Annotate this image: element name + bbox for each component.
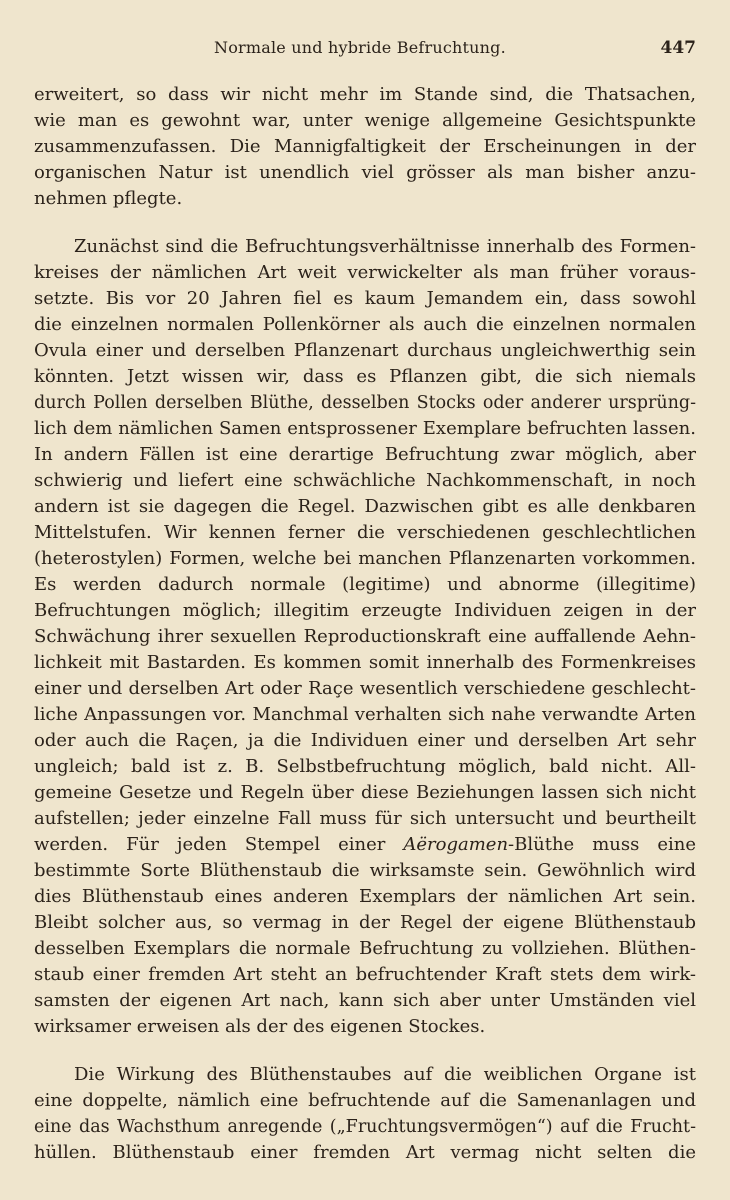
page-header: [34, 38, 696, 66]
paragraph-gap: [34, 212, 696, 234]
text-line: wie man es gewohnt war, unter wenige allgemeine Gesichtspunkte: [34, 110, 696, 131]
text-line: die einzelnen normalen Pollenkörner als auch die einzelnen normalen: [34, 314, 696, 335]
text-line: kreises der nämlichen Art weit verwickelter als man früher voraus-: [34, 262, 696, 283]
text-line: Ovula einer und derselben Pflanzenart durchaus ungleichwerthig sein: [34, 340, 696, 361]
paragraph-gap: [34, 1040, 696, 1062]
text-line: gemeine Gesetze und Regeln über diese Beziehungen lassen sich nicht: [34, 782, 696, 803]
text-line: einer und derselben Art oder Raçe wesentlich verschiedene geschlecht-: [34, 678, 696, 699]
text-line: werden. Für jeden Stempel einer Aërogamen-Blüthe muss eine: [34, 834, 696, 855]
text-line: Zunächst sind die Befruchtungsverhältnisse innerhalb des Formen-: [74, 236, 696, 257]
text-line: nehmen pflegte.: [34, 188, 183, 209]
body-text: [34, 82, 696, 1166]
text-line: In andern Fällen ist eine derartige Befruchtung zwar möglich, aber: [34, 444, 696, 465]
text-line: lich dem nämlichen Samen entsprossener Exemplare befruchten lassen.: [34, 418, 696, 439]
text-line: lichkeit mit Bastarden. Es kommen somit innerhalb des Formenkreises: [34, 652, 696, 673]
paragraph-2: [34, 234, 696, 1040]
text-line: samsten der eigenen Art nach, kann sich aber unter Umständen viel: [34, 990, 696, 1011]
text-line: Bleibt solcher aus, so vermag in der Regel der eigene Blüthenstaub: [34, 912, 696, 933]
text-line: setzte. Bis vor 20 Jahren fiel es kaum Jemandem ein, dass sowohl: [34, 288, 696, 309]
text-line: Befruchtungen möglich; illegitim erzeugte Individuen zeigen in der: [34, 600, 696, 621]
text-line: staub einer fremden Art steht an befruchtender Kraft stets dem wirk-: [34, 964, 696, 985]
text-line: liche Anpassungen vor. Manchmal verhalten sich nahe verwandte Arten: [34, 704, 696, 725]
text-line: eine doppelte, nämlich eine befruchtende auf die Samenanlagen und: [34, 1090, 696, 1111]
text-line: (heterostylen) Formen, welche bei manchen Pflanzenarten vorkommen.: [34, 548, 696, 569]
italic-term: Aërogamen: [403, 834, 509, 855]
text-line: aufstellen; jeder einzelne Fall muss für sich untersucht und beurtheilt: [34, 808, 696, 829]
text-line: Mittelstufen. Wir kennen ferner die verschiedenen geschlechtlichen: [34, 522, 696, 543]
text-line: eine das Wachsthum anregende („Fruchtungsvermögen“) auf die Frucht-: [34, 1117, 696, 1137]
paragraph-1: [34, 82, 696, 212]
text-line: Es werden dadurch normale (legitime) und abnorme (illegitime): [34, 574, 696, 595]
text-line: oder auch die Raçen, ja die Individuen einer und derselben Art sehr: [34, 730, 696, 751]
text-line: Schwächung ihrer sexuellen Reproductionskraft eine auffallende Aehn-: [34, 626, 696, 647]
text-line: hüllen. Blüthenstaub einer fremden Art vermag nicht selten die: [34, 1142, 696, 1163]
text-line: zusammenzufassen. Die Mannigfaltigkeit der Erscheinungen in der: [34, 136, 696, 157]
page-number: 447: [660, 38, 696, 58]
text-line: desselben Exemplars die normale Befruchtung zu vollziehen. Blüthen-: [34, 938, 696, 959]
text-line: andern ist sie dagegen die Regel. Dazwischen gibt es alle denkbaren: [34, 496, 696, 517]
text-line: könnten. Jetzt wissen wir, dass es Pflanzen gibt, die sich niemals: [34, 366, 696, 387]
text-line: bestimmte Sorte Blüthenstaub die wirksamste sein. Gewöhnlich wird: [34, 860, 696, 881]
text-line: durch Pollen derselben Blüthe, desselben Stocks oder anderer ursprüng-: [34, 393, 696, 413]
running-title: Normale und hybride Befruchtung.: [214, 38, 506, 57]
text-line: dies Blüthenstaub eines anderen Exemplars der nämlichen Art sein.: [34, 886, 696, 907]
text-line: schwierig und liefert eine schwächliche Nachkommenschaft, in noch: [34, 470, 696, 491]
text-line: wirksamer erweisen als der des eigenen Stockes.: [34, 1016, 486, 1037]
text-line: ungleich; bald ist z. B. Selbstbefruchtung möglich, bald nicht. All-: [34, 756, 696, 777]
paragraph-3: [34, 1062, 696, 1166]
text-line: erweitert, so dass wir nicht mehr im Stande sind, die Thatsachen,: [34, 84, 696, 105]
text-line: organischen Natur ist unendlich viel grösser als man bisher anzu-: [34, 162, 696, 183]
text-line: Die Wirkung des Blüthenstaubes auf die weiblichen Organe ist: [74, 1064, 696, 1085]
